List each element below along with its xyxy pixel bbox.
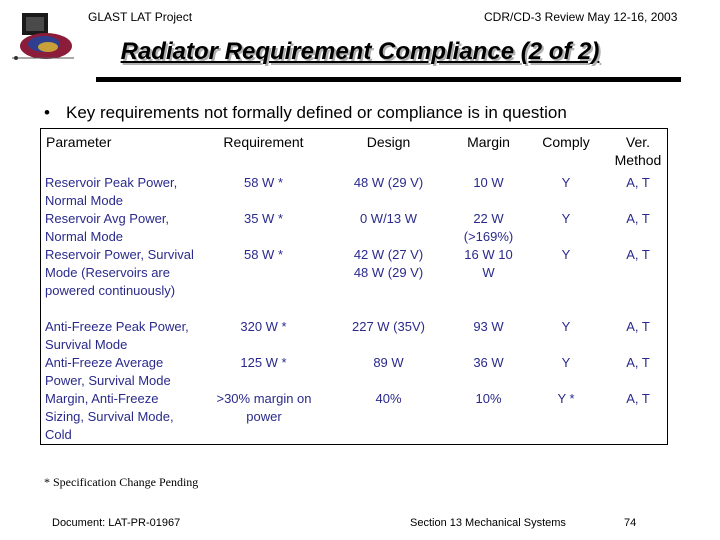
table-row-4-comply: Y <box>561 319 571 334</box>
table-row-5-requirement: 125 W * <box>240 355 287 370</box>
table-row-5-margin: 36 W <box>473 355 504 370</box>
bullet-text: Key requirements not formally defined or compliance is in question <box>66 103 567 122</box>
table-row-3-ver: A, T <box>626 247 650 262</box>
table-row-6-margin: 10% <box>475 391 502 406</box>
project-name: GLAST LAT Project <box>88 10 193 24</box>
table-row-6-parameter: Margin, Anti-Freeze Sizing, Survival Mode, Cold <box>45 391 174 442</box>
col-header-parameter: Parameter <box>46 134 112 150</box>
footnote: * Specification Change Pending <box>44 475 199 489</box>
table-row-1-parameter: Reservoir Peak Power, Normal Mode <box>45 175 178 208</box>
col-header-ver-method: Ver. Method <box>614 134 662 168</box>
table-row-6-comply: Y * <box>557 391 575 406</box>
table-row-5-comply: Y <box>561 355 571 370</box>
table-row-3-requirement: 58 W * <box>243 247 283 262</box>
table-row-4-ver: A, T <box>626 319 650 334</box>
table-row-3-margin: 16 W 10 W <box>464 247 513 280</box>
table-row-6-design: 40% <box>375 391 402 406</box>
table-row-5-design: 89 W <box>373 355 404 370</box>
table-row-4-margin: 93 W <box>473 319 504 334</box>
table-row-2-design: 0 W/13 W <box>359 211 418 226</box>
table-row-3-design: 42 W (27 V) 48 W (29 V) <box>353 247 424 280</box>
bullet-dot-icon: • <box>44 103 50 122</box>
table-row-1-margin: 10 W <box>473 175 504 190</box>
table-row-6-ver: A, T <box>626 391 650 406</box>
footer-section: Section 13 Mechanical Systems <box>410 517 566 529</box>
table-row-4-design: 227 W (35V) <box>352 319 425 334</box>
table-row-2-comply: Y <box>561 211 571 226</box>
table-row-2-ver: A, T <box>626 211 650 226</box>
slide-title: Radiator Requirement Compliance (2 of 2) <box>120 38 600 65</box>
table-row-3-parameter: Reservoir Power, Survival Mode (Reservoirs are powered continuously) <box>45 247 194 298</box>
review-date: CDR/CD-3 Review May 12-16, 2003 <box>484 10 678 24</box>
table-row-2-requirement: 35 W * <box>243 211 283 226</box>
bullet-point <box>44 103 567 123</box>
col-header-margin: Margin <box>467 134 510 150</box>
table-row-1-requirement: 58 W * <box>243 175 283 190</box>
table-row-5-parameter: Anti-Freeze Average Power, Survival Mode <box>45 355 171 388</box>
table-row-5-ver: A, T <box>626 355 650 370</box>
table-row-2-margin: 22 W (>169%) <box>463 211 514 244</box>
col-header-design: Design <box>366 134 411 150</box>
table-row-1-ver: A, T <box>626 175 650 190</box>
footer-page-number: 74 <box>624 517 637 529</box>
table-row-2-parameter: Reservoir Avg Power, Normal Mode <box>45 211 170 244</box>
requirements-table <box>40 128 668 445</box>
table-row-1-comply: Y <box>561 175 571 190</box>
table-row-4-requirement: 320 W * <box>240 319 287 334</box>
col-header-requirement: Requirement <box>223 134 304 150</box>
title-underline <box>96 77 681 82</box>
table-row-4-parameter: Anti-Freeze Peak Power, Survival Mode <box>45 319 189 352</box>
table-row-3-comply: Y <box>561 247 571 262</box>
footer-document: Document: LAT-PR-01967 <box>52 517 181 529</box>
col-header-comply: Comply <box>542 134 590 150</box>
table-row-6-requirement: >30% margin on power <box>216 391 312 424</box>
table-row-1-design: 48 W (29 V) <box>353 175 424 190</box>
